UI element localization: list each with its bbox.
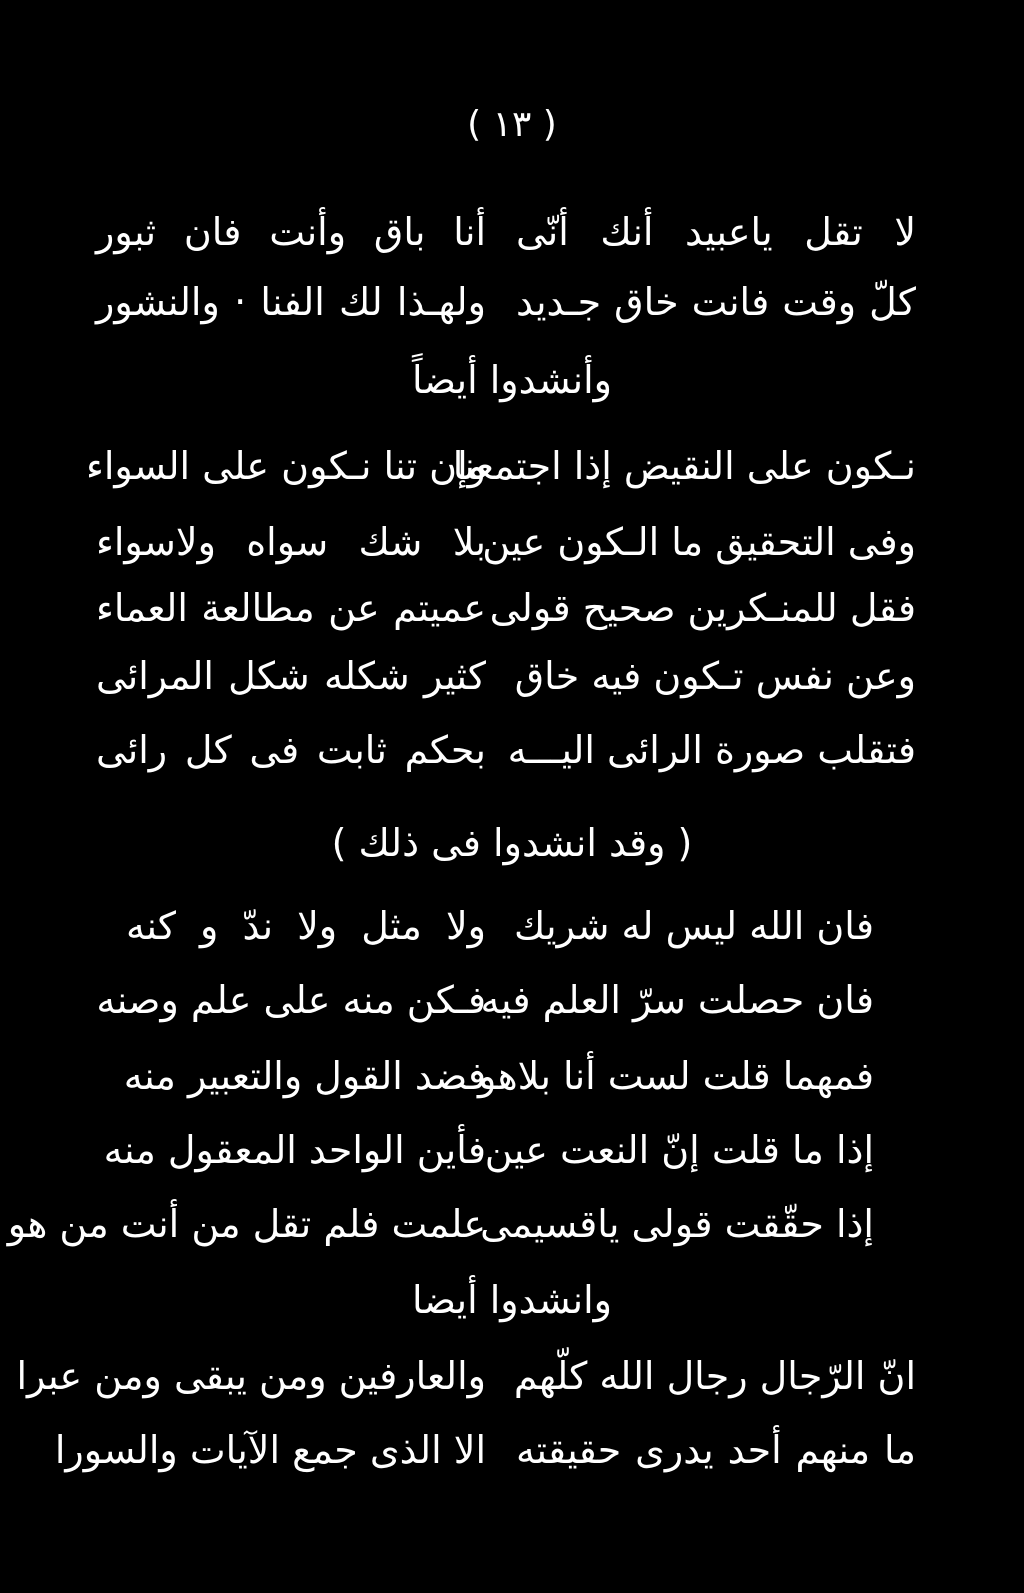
verse-line (0, 1414, 1024, 1486)
verse-second-hemistich: والعارفين ومن يبقى ومن عبرا (16, 1354, 486, 1398)
verse-second-hemistich: علمت فلم تقل من أنت من هو (7, 1202, 486, 1246)
verse-first-hemistich: فان حصلت سرّ العلم فيه (480, 978, 874, 1022)
verse-line (0, 640, 1024, 712)
section-heading: وانشدوا أيضا (412, 1278, 612, 1322)
verse-second-hemistich: أنا باق وأنت فان ثبور (96, 210, 486, 254)
verse-line (0, 964, 1024, 1036)
verse-line (0, 1340, 1024, 1412)
verse-line (0, 506, 1024, 578)
verse-first-hemistich: وفى التحقيق ما الـكون عين (482, 520, 916, 564)
verse-second-hemistich: فـكن منه على علم وصنه (96, 978, 486, 1022)
verse-second-hemistich: ولهـذا لك الفنا · والنشور (96, 280, 486, 324)
verse-first-hemistich: فقل للمنـكرين صحيح قولى (489, 586, 916, 630)
page-number: ( ١٣ ) (467, 104, 557, 145)
verse-first-hemistich: فان الله ليس له شريك (514, 904, 874, 948)
verse-first-hemistich: إذا حقّقت قولى ياقسيمى (480, 1202, 874, 1246)
verse-line (0, 1114, 1024, 1186)
section-heading: ( وقد انشدوا فى ذلك ) (331, 821, 693, 865)
verse-line (0, 890, 1024, 962)
verse-line (0, 430, 1024, 502)
verse-second-hemistich: فضد القول والتعبير منه (123, 1054, 486, 1098)
verse-line (0, 1188, 1024, 1260)
verse-second-hemistich: عميتم عن مطالعة العماء (96, 586, 486, 630)
verse-second-hemistich: وإن تنا نـكون على السواء (85, 444, 486, 488)
verse-line (0, 266, 1024, 338)
verse-line (0, 714, 1024, 786)
verse-first-hemistich: إذا ما قلت إنّ النعت عين (484, 1128, 874, 1172)
verse-second-hemistich: بحكم ثابت فى كل رائى (96, 728, 486, 772)
verse-line (0, 1040, 1024, 1112)
verse-first-hemistich: نـكون على النقيض إذا اجتمعنا (452, 444, 916, 488)
section-heading: وأنشدوا أيضاً (412, 358, 612, 402)
verse-first-hemistich: وعن نفس تـكون فيه خاق (514, 654, 916, 698)
verse-first-hemistich: ما منهم أحد يدرى حقيقته (516, 1428, 916, 1472)
verse-second-hemistich: ولا مثل ولا ندّ و كنه (126, 904, 486, 948)
verse-first-hemistich: فمهما قلت لست أنا بلاهو (478, 1054, 874, 1098)
verse-second-hemistich: الا الذى جمع الآيات والسورا (54, 1428, 486, 1472)
verse-first-hemistich: انّ الرّجال رجال الله كلّهم (513, 1354, 916, 1398)
verse-line (0, 572, 1024, 644)
verse-second-hemistich: فأين الواحد المعقول منه (103, 1128, 486, 1172)
verse-second-hemistich: كثير شكله شكل المرائى (96, 654, 486, 698)
verse-second-hemistich: بلا شك سواه ولاسواء (96, 520, 486, 564)
verse-first-hemistich: لا تقل ياعبيد أنك أنّى (516, 210, 916, 254)
verse-first-hemistich: كلّ وقت فانت خاق جـديد (516, 280, 916, 324)
verse-first-hemistich: فتقلب صورة الرائى اليـــه (507, 728, 916, 772)
verse-line (0, 196, 1024, 268)
